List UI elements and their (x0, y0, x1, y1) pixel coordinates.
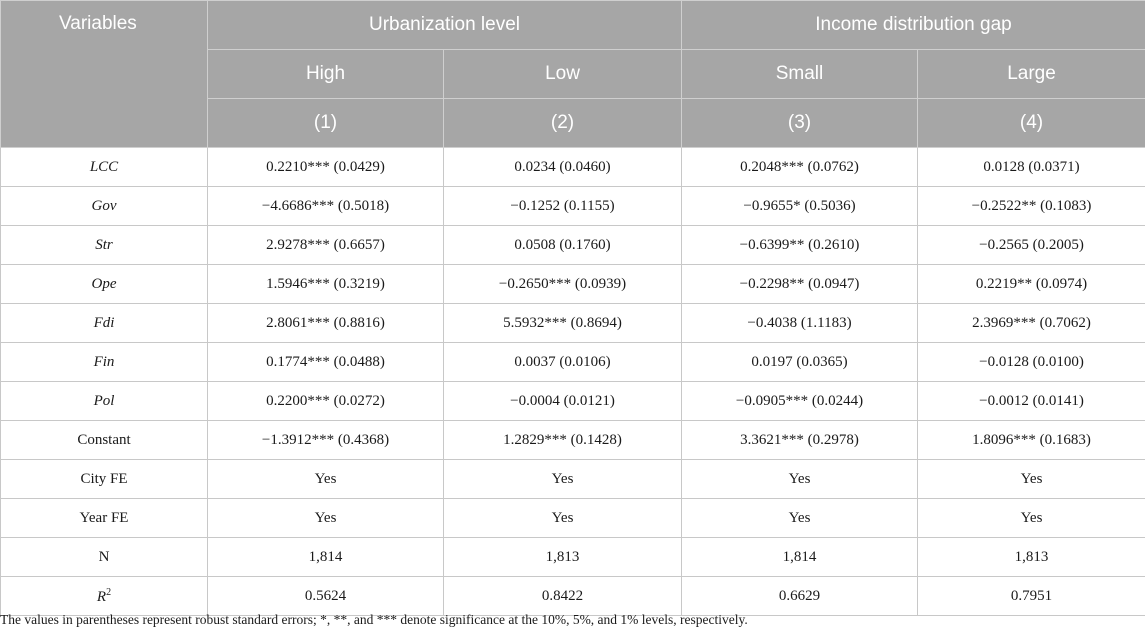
table-cell: −0.2650*** (0.0939) (444, 265, 682, 304)
subgroup-header: Low (444, 50, 682, 99)
table-cell: −0.0128 (0.0100) (918, 343, 1145, 382)
income-gap-group-header: Income distribution gap (682, 1, 1145, 50)
table-row (1, 421, 1145, 460)
table-row (1, 187, 1145, 226)
table-cell: 0.0037 (0.0106) (444, 343, 682, 382)
table-cell: 0.0508 (0.1760) (444, 226, 682, 265)
subgroup-header: Small (682, 50, 918, 99)
table-cell: 1.8096*** (0.1683) (918, 421, 1145, 460)
table-cell: 5.5932*** (0.8694) (444, 304, 682, 343)
table-cell: 0.0128 (0.0371) (918, 148, 1145, 187)
table-cell: 0.1774*** (0.0488) (208, 343, 444, 382)
variable-superscript: 2 (106, 586, 112, 598)
table-cell: 0.0234 (0.0460) (444, 148, 682, 187)
variable-name: Gov (91, 197, 117, 214)
table-cell: 0.2210*** (0.0429) (208, 148, 444, 187)
table-cell: Yes (682, 460, 918, 499)
table-row (1, 304, 1145, 343)
table-cell: 1,813 (918, 538, 1145, 577)
table-header (1, 1, 1145, 148)
table-row (1, 460, 1145, 499)
table-cell: 0.0197 (0.0365) (682, 343, 918, 382)
row-variable-label (1, 499, 208, 538)
table-cell: 0.2219** (0.0974) (918, 265, 1145, 304)
table-cell: 2.8061*** (0.8816) (208, 304, 444, 343)
model-number-header: (2) (444, 99, 682, 148)
table-row (1, 148, 1145, 187)
table-cell: Yes (918, 499, 1145, 538)
urbanization-group-header: Urbanization level (208, 1, 682, 50)
table-cell: −0.2298** (0.0947) (682, 265, 918, 304)
table-cell: Yes (208, 499, 444, 538)
variable-name: Constant (77, 431, 131, 448)
row-variable-label (1, 226, 208, 265)
table-cell: Yes (208, 460, 444, 499)
model-number-header: (1) (208, 99, 444, 148)
row-variable-label (1, 538, 208, 577)
table-cell: −0.2565 (0.2005) (918, 226, 1145, 265)
variable-name: R (96, 588, 107, 605)
table-cell: 1.5946*** (0.3219) (208, 265, 444, 304)
table-cell: 2.9278*** (0.6657) (208, 226, 444, 265)
table-cell: −0.0905*** (0.0244) (682, 382, 918, 421)
table-cell: −0.0004 (0.0121) (444, 382, 682, 421)
table-cell: −0.0012 (0.0141) (918, 382, 1145, 421)
subgroup-header: High (208, 50, 444, 99)
variable-name: Fin (93, 353, 115, 370)
row-variable-label (1, 304, 208, 343)
table-body (1, 148, 1145, 616)
table-row (1, 577, 1145, 616)
row-variable-label (1, 421, 208, 460)
table-cell: −0.1252 (0.1155) (444, 187, 682, 226)
row-variable-label (1, 343, 208, 382)
table-cell: 0.6629 (682, 577, 918, 616)
row-variable-label (1, 148, 208, 187)
subgroup-header: Large (918, 50, 1145, 99)
table-cell: 0.5624 (208, 577, 444, 616)
table-cell: −0.2522** (0.1083) (918, 187, 1145, 226)
table-row (1, 226, 1145, 265)
row-variable-label (1, 460, 208, 499)
model-number-header: (4) (918, 99, 1145, 148)
variables-header: Variables (1, 1, 208, 148)
table-row (1, 343, 1145, 382)
table-cell: −4.6686*** (0.5018) (208, 187, 444, 226)
variable-name: N (98, 548, 110, 565)
variable-name: Fdi (93, 314, 115, 331)
table-cell: 0.8422 (444, 577, 682, 616)
table-row (1, 265, 1145, 304)
table-cell: 0.7951 (918, 577, 1145, 616)
row-variable-label (1, 577, 208, 616)
variable-name: City FE (80, 470, 128, 487)
table-cell: Yes (444, 499, 682, 538)
table-cell: 1,813 (444, 538, 682, 577)
table-cell: 2.3969*** (0.7062) (918, 304, 1145, 343)
table-footnote: The values in parentheses represent robust standard errors; *, **, and *** denote significance at the 10%, 5%, and 1% levels, respectively. (0, 612, 748, 627)
table-cell: −0.6399** (0.2610) (682, 226, 918, 265)
row-variable-label (1, 265, 208, 304)
table-cell: −1.3912*** (0.4368) (208, 421, 444, 460)
table-cell: Yes (444, 460, 682, 499)
row-variable-label (1, 187, 208, 226)
variable-name: Year FE (79, 509, 129, 526)
table-row (1, 499, 1145, 538)
table-cell: 0.2048*** (0.0762) (682, 148, 918, 187)
model-number-header: (3) (682, 99, 918, 148)
variable-name: Pol (93, 392, 115, 409)
table-cell: 1,814 (682, 538, 918, 577)
table-cell: Yes (682, 499, 918, 538)
variable-name: Str (95, 236, 113, 253)
table-row (1, 538, 1145, 577)
variable-name: Ope (91, 275, 117, 292)
table-cell: 1.2829*** (0.1428) (444, 421, 682, 460)
table-cell: 0.2200*** (0.0272) (208, 382, 444, 421)
table-cell: 1,814 (208, 538, 444, 577)
variable-name: LCC (89, 158, 119, 175)
table-cell: Yes (918, 460, 1145, 499)
table-cell: 3.3621*** (0.2978) (682, 421, 918, 460)
table-row (1, 382, 1145, 421)
row-variable-label (1, 382, 208, 421)
table-cell: −0.9655* (0.5036) (682, 187, 918, 226)
table-cell: −0.4038 (1.1183) (682, 304, 918, 343)
